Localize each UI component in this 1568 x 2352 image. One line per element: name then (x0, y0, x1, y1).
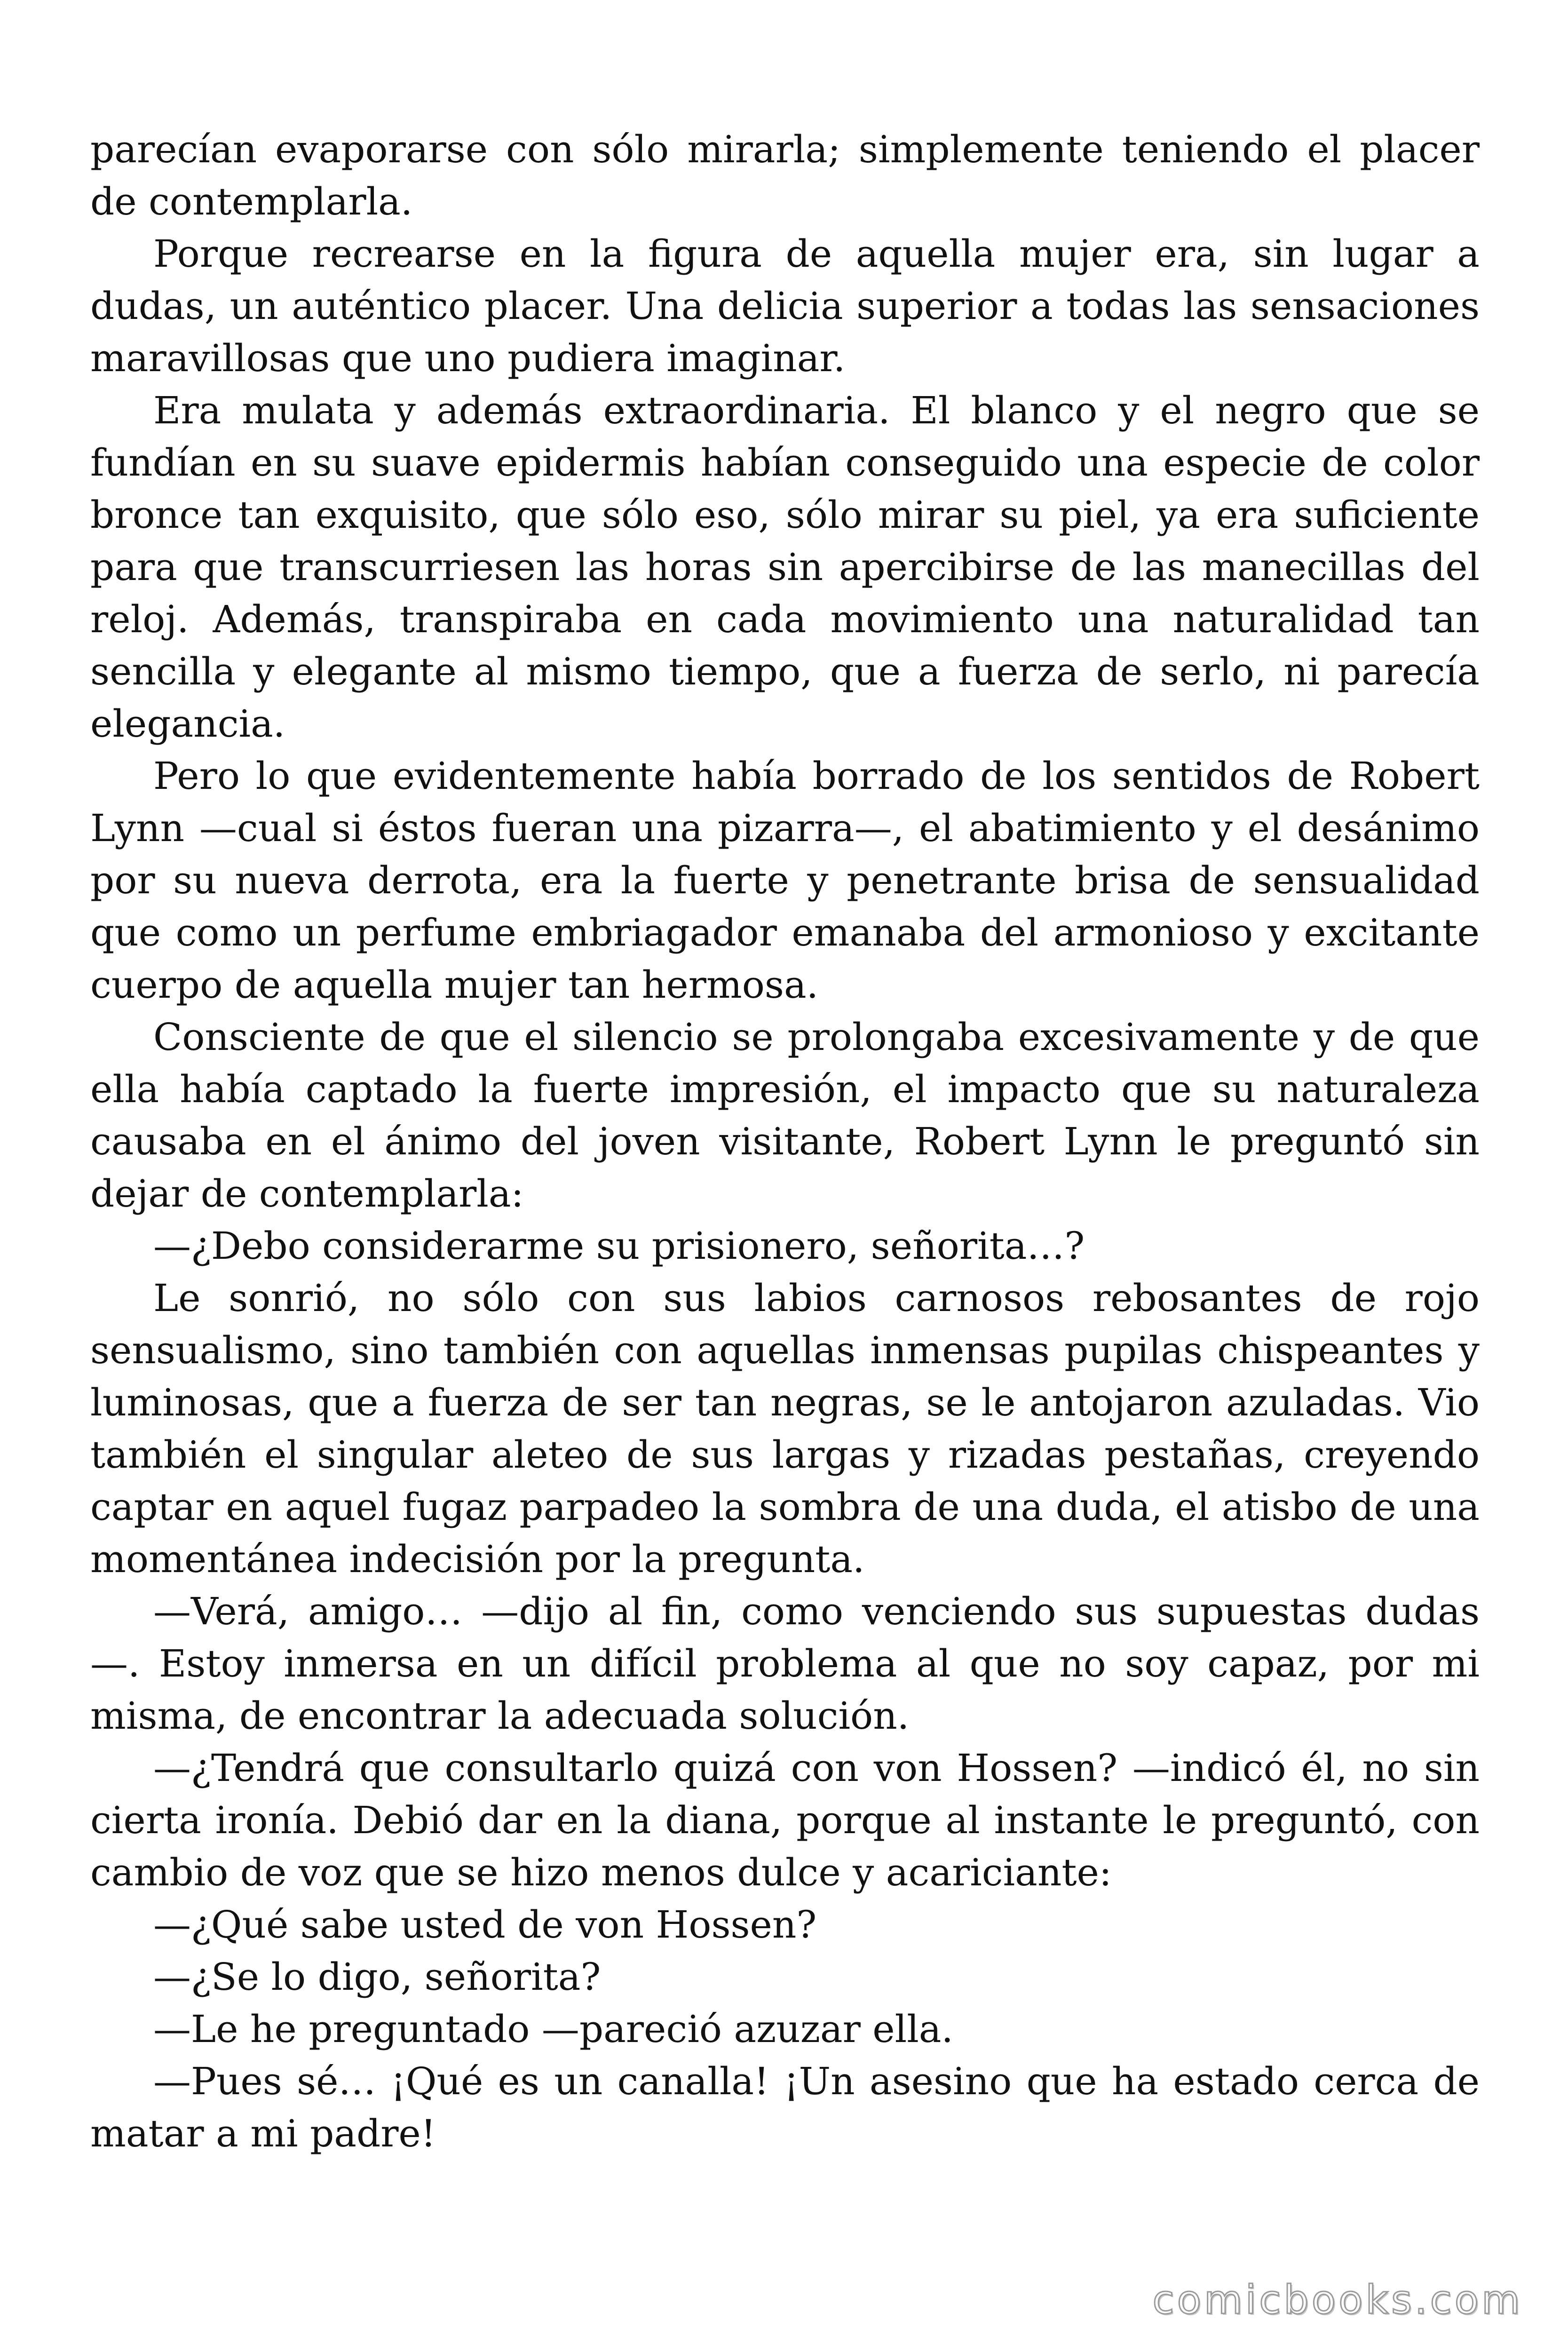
paragraph: parecían evaporarse con sólo mirarla; simplemente teniendo el placer de contemplarla. (90, 127, 1480, 223)
dialogue-line: —¿Se lo digo, señorita? (153, 1955, 601, 1999)
dialogue-line: —¿Qué sabe usted de von Hossen? (153, 1903, 817, 1947)
paragraph: Le sonrió, no sólo con sus labios carnosos rebosantes de rojo sensualismo, sino también con aquellas inmensas pupilas chispeantes y luminosas, que a fuerza de ser tan negras, se le antojaron azuladas. Vio también el singular aleteo de sus largas y rizadas pestañas, creyendo captar en aquel fugaz parpadeo la sombra de una duda, el atisbo de una momentánea indecisión por la pregunta. (90, 1276, 1480, 1581)
dialogue-line: —¿Tendrá que consultarlo quizá con von Hossen? —indicó él, no sin cierta ironía. Debió dar en la diana, porque al instante le preguntó, con cambio de voz que se hizo menos dulce y acariciante: (90, 1746, 1480, 1894)
paragraph: Porque recrearse en la figura de aquella mujer era, sin lugar a dudas, un auténtico placer. Una delicia superior a todas las sensaciones maravillosas que uno pudiera imaginar. (90, 232, 1480, 380)
paragraph: Consciente de que el silencio se prolongaba excesivamente y de que ella había captado la fuerte impresión, el impacto que su naturaleza causaba en el ánimo del joven visitante, Robert Lynn le preguntó sin dejar de contemplarla: (90, 1015, 1480, 1216)
dialogue-line: —Le he preguntado —pareció azuzar ella. (153, 2007, 953, 2051)
book-page-text (90, 123, 1480, 2160)
paragraph: Pero lo que evidentemente había borrado de los sentidos de Robert Lynn —cual si éstos fueran una pizarra—, el abatimiento y el desánimo por su nueva derrota, era la fuerte y penetrante brisa de sensualidad que como un perfume embriagador emanaba del armonioso y excitante cuerpo de aquella mujer tan hermosa. (90, 754, 1480, 1007)
dialogue-line: —¿Debo considerarme su prisionero, señorita…? (153, 1224, 1085, 1268)
watermark: comicbooks.com (1152, 2277, 1523, 2323)
paragraph: Era mulata y además extraordinaria. El blanco y el negro que se fundían en su suave epidermis habían conseguido una especie de color bronce tan exquisito, que sólo eso, sólo mirar su piel, ya era suficiente para que transcurriesen las horas sin apercibirse de las manecillas del reloj. Además, transpiraba en cada movimiento una naturalidad tan sencilla y elegante al mismo tiempo, que a fuerza de serlo, ni parecía elegancia. (90, 389, 1480, 746)
dialogue-line: —Pues sé… ¡Qué es un canalla! ¡Un asesino que ha estado cerca de matar a mi padre! (90, 2059, 1480, 2155)
dialogue-line: —Verá, amigo… —dijo al fin, como venciendo sus supuestas dudas —. Estoy inmersa en un difícil problema al que no soy capaz, por mi misma, de encontrar la adecuada solución. (90, 1589, 1480, 1738)
